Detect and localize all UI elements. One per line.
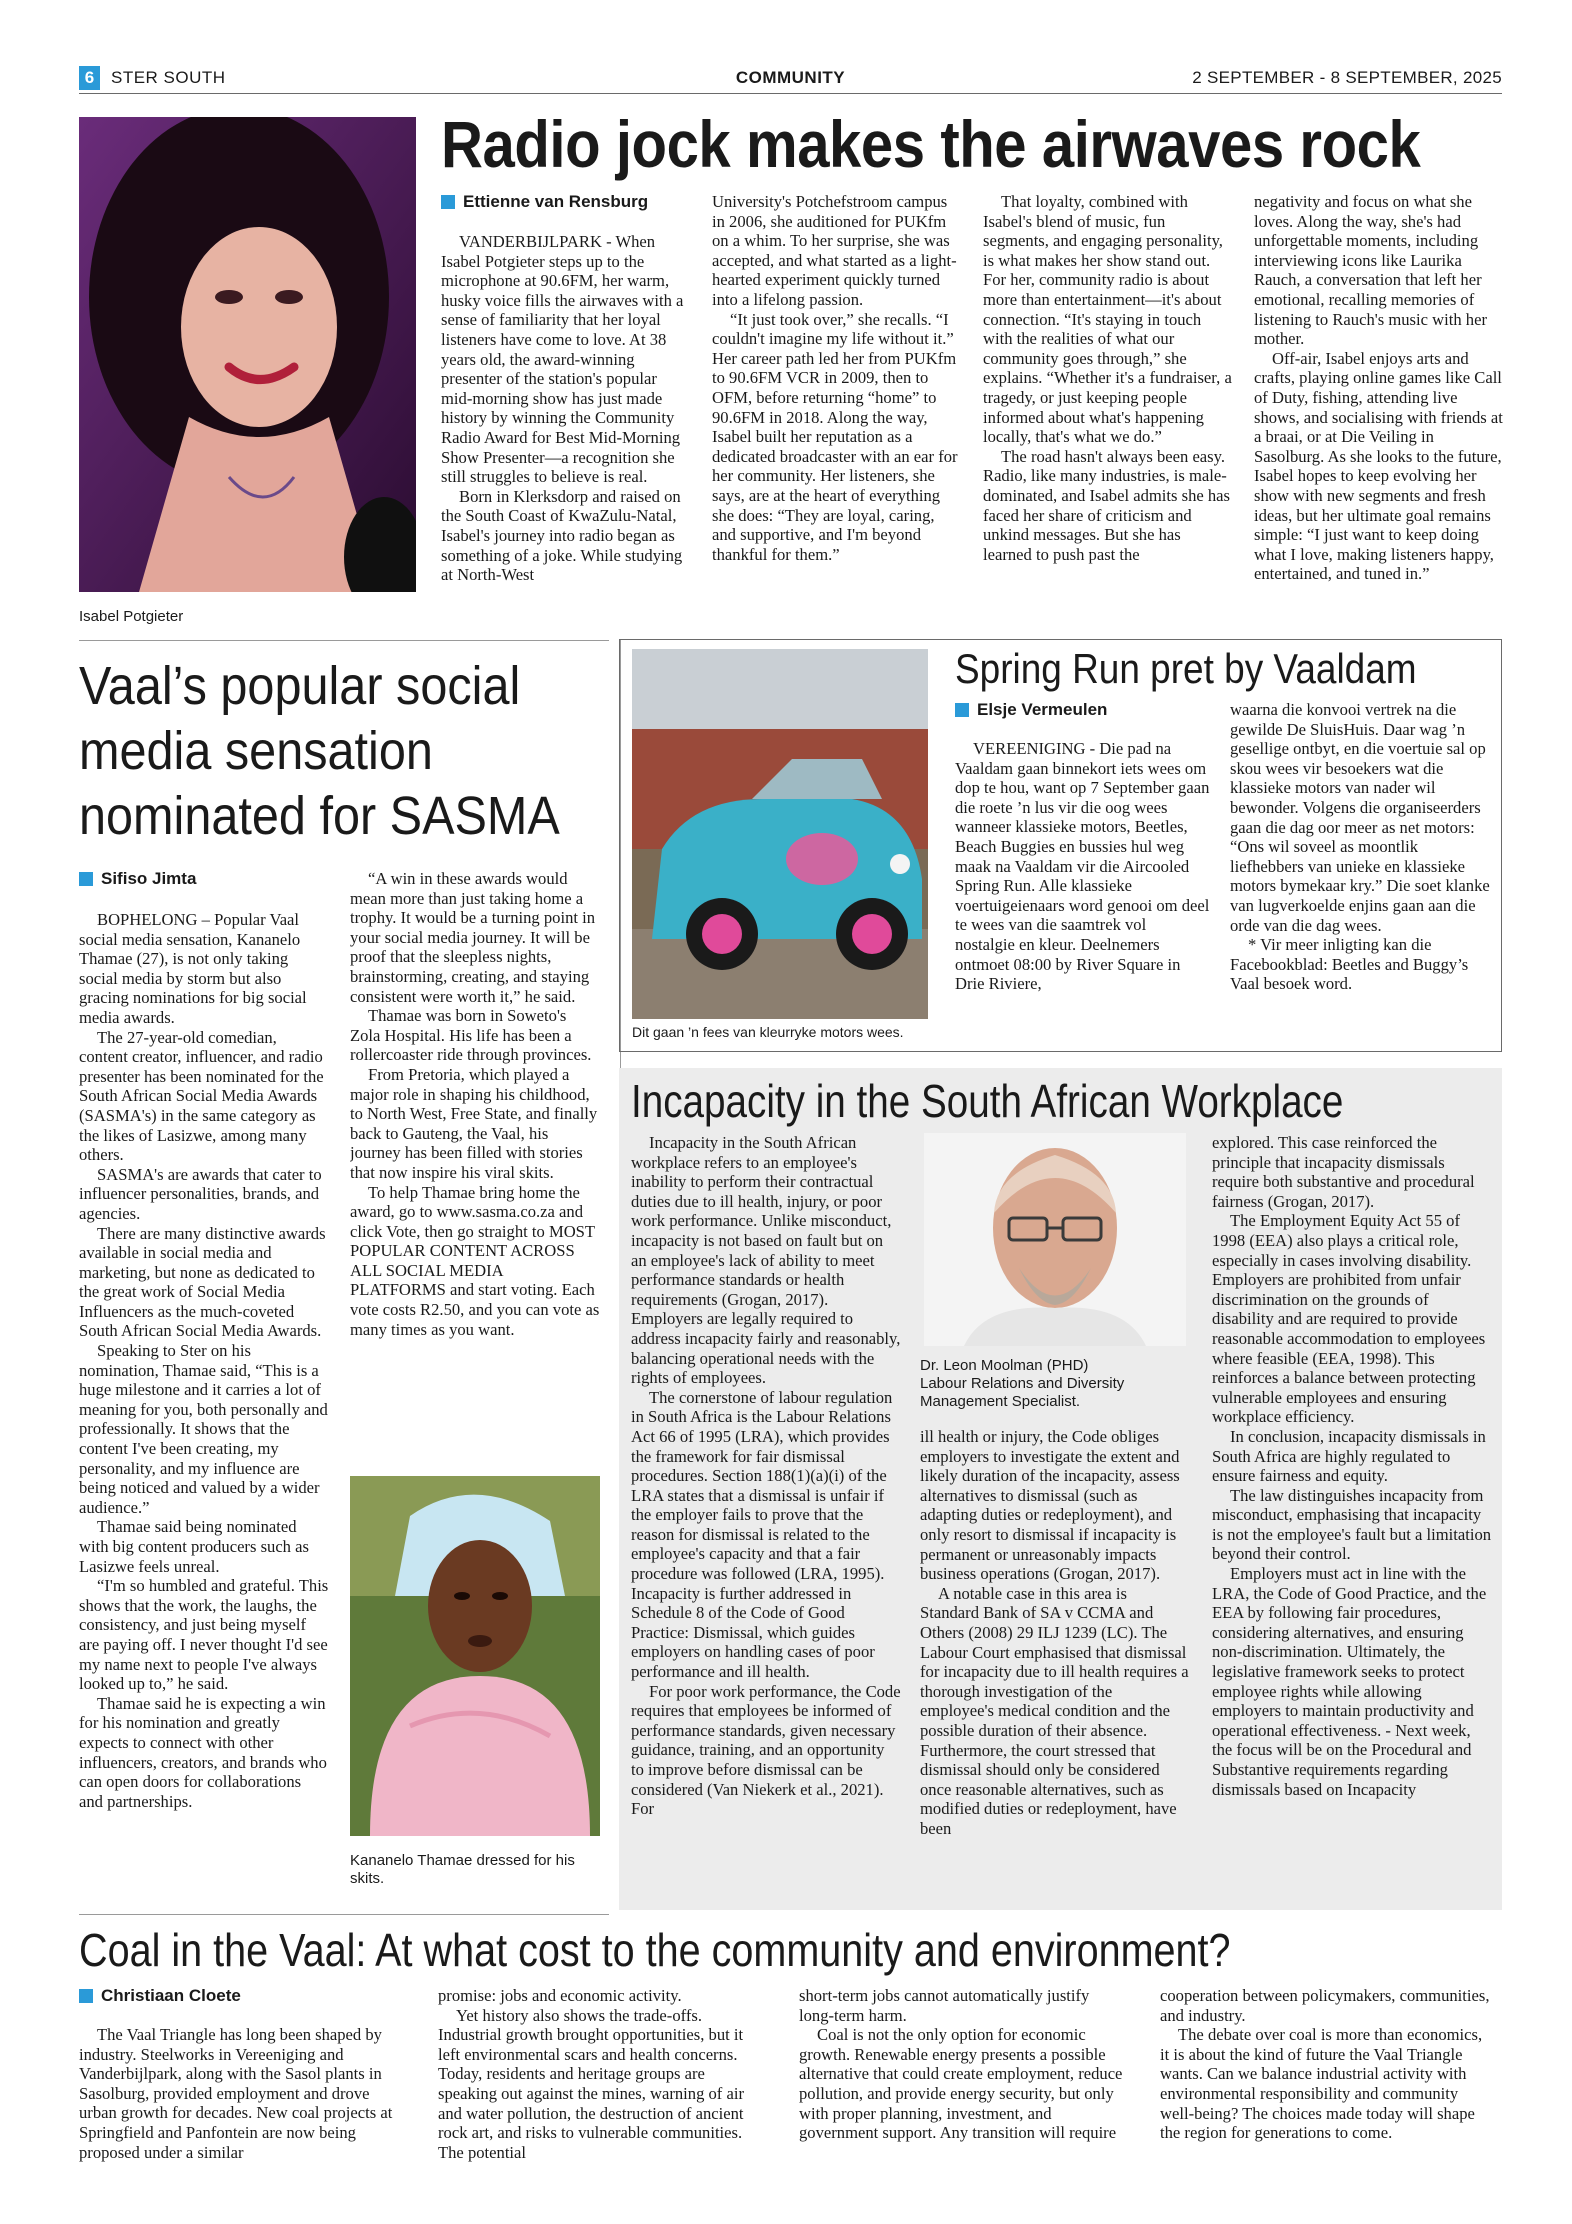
article1-column-3	[983, 192, 1233, 628]
paragraph: Incapacity in the South African workplace refers to an employee's inability to perform their contractual duties due to ill health, injury, or poor work performance. Unlike misconduct, incapacity is not based on fault but on an employee's lack of ability to meet performance standards or health requirements (Grogan, 2017). Employers are legally required to address incapacity fairly and reasonably, balancing operational needs with the rights of employees.	[631, 1133, 901, 1388]
buggy-illustration	[632, 649, 928, 1019]
isabel-photo-caption: Isabel Potgieter	[79, 608, 184, 625]
paragraph: promise: jobs and economic activity.	[438, 1986, 682, 2005]
paragraph: Thamae was born in Soweto's Zola Hospital. His life has been a rollercoaster ride through provinces.	[350, 1006, 592, 1065]
paragraph: BOPHELONG – Popular Vaal social media sensation, Kananelo Thamae (27), is not only taking social media by storm but also gracing nominations for big social media awards.	[79, 910, 307, 1027]
paragraph: To help Thamae bring home the award, go to www.sasma.co.za and click Vote, then go straight to MOST POPULAR CONTENT ACROSS ALL SOCIAL MEDIA PLATFORMS and start voting. Each vote costs R2.50, and you can vote as many times as you want.	[350, 1182, 600, 1339]
portrait-illustration	[350, 1476, 600, 1836]
caption-line: Management Specialist.	[920, 1393, 1081, 1410]
page-number: 6	[84, 68, 95, 87]
section-divider	[79, 640, 609, 641]
headline-line: media sensation	[79, 721, 433, 781]
article5-column-4	[1160, 1986, 1495, 2186]
article2-headline	[79, 654, 565, 849]
paragraph: Thamae said being nominated with big content producers such as Lasizwe feels unreal.	[79, 1517, 309, 1576]
paragraph: For poor work performance, the Code requires that employees be informed of performance standards, given necessary guidance, training, and an opportunity to improve before dismissal can be considered (Van Niekerk et al., 2021). For	[631, 1681, 901, 1819]
paragraph: Yet history also shows the trade-offs. Industrial growth brought opportunities, but it left environmental scars and health concerns. Today, residents and heritage groups are speaking out against the mines, warning of air and water pollution, the destruction of ancient rock art, and risks to vulnerable communities. The potential	[438, 2005, 744, 2162]
article2-byline	[79, 869, 196, 889]
article4-headline: Incapacity in the South African Workplace	[631, 1075, 1344, 1127]
article5-byline	[79, 1986, 241, 2006]
paragraph: Born in Klerksdorp and raised on the South Coast of KwaZulu-Natal, Isabel's journey into radio began as something of a joke. While studying at North-West	[441, 486, 683, 585]
header-rule	[79, 93, 1502, 94]
article4-column-1	[631, 1133, 901, 1903]
paragraph: In conclusion, incapacity dismissals in South Africa are highly regulated to ensure fairness and equity.	[1212, 1426, 1486, 1486]
beach-buggy-photo	[632, 649, 928, 1019]
paragraph: That loyalty, combined with Isabel's blend of music, fun segments, and engaging personality, is what makes her show stand out. For her, community radio is about more than entertainment—it's about connection. “It's staying in touch with the realities of what our community goes through,” she explains. “Whether it's a fundraiser, a tragedy, or just keeping people informed about what's happening locally, that's what we do.”	[983, 192, 1232, 447]
paragraph: Off-air, Isabel enjoys arts and crafts, playing online games like Call of Duty, fishing, attending live shows, and socialising with friends at a braai, or at Die Veiling in Sasolburg. As she looks to the future, Isabel hopes to keep evolving her show with new segments and fresh ideas, but her ultimate goal remains simple: “I just want to keep doing what I love, making listeners happy, entertained, and tuned in.”	[1254, 348, 1503, 584]
paragraph: Coal is not the only option for economic growth. Renewable energy presents a possible alternative that could create employment, reduce pollution, and provide energy security, but only with proper planning, investment, and government support. Any transition will require	[799, 2025, 1123, 2143]
portrait-illustration	[79, 117, 416, 592]
paragraph: There are many distinctive awards available in social media and marketing, but none as dedicated to the great work of Social Media Influencers as the much-coveted South African Social Media Awards.	[79, 1223, 326, 1341]
paragraph: “I'm so humbled and grateful. This shows that the work, the laughs, the consistency, and just being myself are paying off. I never thought I'd see my name next to people I've always looked up to,” he said.	[79, 1576, 329, 1694]
paragraph: cooperation between policymakers, communities, and industry.	[1160, 1986, 1490, 2025]
paragraph: ill health or injury, the Code obliges employers to investigate the extent and likely duration of the incapacity, assess alternatives to dismissal (such as adapting duties or redeployment), and only resort to dismissal if incapacity is permanent or unreasonably impacts business operations (Grogan, 2017).	[920, 1427, 1180, 1584]
paragraph: VANDERBIJLPARK - When Isabel Potgieter steps up to the microphone at 90.6FM, her warm, husky voice fills the airwaves with a sense of familiarity that her loyal listeners have come to love. At 38 years old, the award-winning presenter of the station's popular mid-morning show has just made history by winning the Community Radio Award for Best Mid-Morning Show Presenter—a recognition she still struggles to believe is real.	[441, 232, 684, 487]
paragraph: “A win in these awards would mean more than just taking home a trophy. It would be a turning point in your social media journey. It will be proof that the sleepless nights, brainstorming, creating, and staying consistent were worth it,” he said.	[350, 869, 596, 1006]
issue-date: 2 SEPTEMBER - 8 SEPTEMBER, 2025	[1192, 68, 1502, 87]
article5-column-3	[799, 1986, 1124, 2186]
buggy-photo-caption: Dit gaan ’n fees van kleurryke motors wees.	[632, 1024, 904, 1040]
article4-column-2	[920, 1427, 1190, 1903]
article1-headline: Radio jock makes the airwaves rock	[441, 107, 1421, 181]
paragraph: The law distinguishes incapacity from misconduct, emphasising that incapacity is not the employee's fault but a limitation beyond their control.	[1212, 1485, 1492, 1564]
paragraph: The Vaal Triangle has long been shaped by industry. Steelworks in Vereeniging and Vanderbijlpark, along with the Sasol plants in Sasolburg, provided employment and drove urban growth for decades. New coal projects at Springfield and Panfontein are now being proposed under a similar	[79, 2025, 393, 2162]
paragraph: Employers must act in line with the LRA, the Code of Good Practice, and the EEA by following fair procedures, considering alternatives, and ensuring non-discrimination. Ultimately, the legislative framework seeks to protect employee rights while allowing employers to maintain productivity and operational effectiveness. - Next week, the focus will be on the Procedural and Substantive requirements regarding dismissals based on Incapacity	[1212, 1564, 1487, 1799]
article2-column-2	[350, 869, 600, 1469]
paragraph: VEREENIGING - Die pad na Vaaldam gaan binnekort iets wees om dop te hou, want op 7 September gaan die roete ’n lus vir die oog wees wanneer klassieke motors, Beetles, Beach Buggies en bussies hul weg maak na Vaaldam vir die Aircooled Spring Run. Alle klassieke voertuigeienaars word genooi om deel te wees van die saamtrek vol nostalgie en kleur. Deelnemers ontmoet 08:00 by River Square in Drie Riviere,	[955, 739, 1210, 994]
paragraph: short-term jobs cannot automatically justify long-term harm.	[799, 1986, 1090, 2025]
paragraph: University's Potchefstroom campus in 2006, she auditioned for PUKfm on a whim. To her surprise, she was accepted, and what started as a light-hearted experiment quickly turned into a lifelong passion.	[712, 192, 957, 309]
caption-line: Labour Relations and Diversity	[920, 1375, 1125, 1392]
page-header	[79, 66, 1502, 90]
paragraph: The road hasn't always been easy. Radio, like many industries, is male-dominated, and Isabel admits she has faced her share of criticism and unkind messages. But she has learned to push past the	[983, 446, 1231, 564]
article1-column-4	[1254, 192, 1504, 628]
paragraph: The debate over coal is more than economics, it is about the kind of future the Vaal Triangle wants. Can we balance industrial activity with environmental responsibility and community well-being? The choices made today will shape the region for generations to come.	[1160, 2025, 1483, 2143]
paragraph: The Employment Equity Act 55 of 1998 (EEA) also plays a critical role, especially in cases involving disability. Employers are prohibited from unfair discrimination on the grounds of disability and are required to provide reasonable accommodation to employees where feasible (EEA, 1998). This reinforces a balance between protecting vulnerable employees and ensuring workplace efficiency.	[1212, 1211, 1486, 1427]
article3-headline: Spring Run pret by Vaaldam	[955, 645, 1417, 692]
byline-square-icon	[441, 195, 455, 209]
publication-name: STER SOUTH	[111, 68, 226, 87]
article3-author: Elsje Vermeulen	[977, 700, 1108, 719]
paragraph: A notable case in this area is Standard Bank of SA v CCMA and Others (2008) 29 ILJ 1239 (LC). The Labour Court emphasised that dismissal for incapacity due to ill health requires a thorough investigation of the employee's medical condition and the possible duration of their absence. Furthermore, the court stressed that dismissal should only be considered once reasonable alternatives, such as modified duties or redeployment, have been	[920, 1583, 1189, 1838]
paragraph: Speaking to Ster on his nomination, Thamae said, “This is a huge milestone and it carries a lot of meaning for you, both personally and professionally. It shows that the content I've been creating, my personality, and my influence are being noticed and valued by a wider audience.”	[79, 1341, 328, 1517]
article3-byline	[955, 700, 1107, 720]
paragraph: The 27-year-old comedian, content creator, influencer, and radio presenter has been nominated for the South African Social Media Awards (SASMA's) in the same category as the likes of Lasizwe, among many others.	[79, 1027, 324, 1165]
headline-line: nominated for SASMA	[79, 786, 560, 846]
leon-moolman-photo	[924, 1133, 1186, 1346]
section-name: COMMUNITY	[735, 68, 846, 87]
article1-column-1	[441, 232, 691, 628]
headline-line: Vaal’s popular social	[79, 656, 521, 716]
paragraph: negativity and focus on what she loves. Along the way, she's had unforgettable moments, including interviewing icons like Laurika Rauch, a conversation that left her emotional, recalling memories of listening to Rauch's music with her mother.	[1254, 192, 1487, 349]
paragraph: The cornerstone of labour regulation in South Africa is the Labour Relations Act 66 of 1995 (LRA), which provides the framework for fair dismissal procedures. Section 188(1)(a)(i) of the LRA states that a dismissal is unfair if the employer fails to prove that the reason for dismissal is related to the employee's capacity and that a fair procedure was followed (LRA, 1995). Incapacity is further addressed in Schedule 8 of the Code of Good Practice: Dismissal, which guides employers on handling cases of poor performance and ill health.	[631, 1387, 893, 1682]
article5-column-2	[438, 1986, 763, 2186]
paragraph: From Pretoria, which played a major role in shaping his childhood, to North West, Free State, and finally back to Gauteng, the Vaal, his journey has been filled with stories that now inspire his viral skits.	[350, 1064, 598, 1182]
article5-author: Christiaan Cloete	[101, 1986, 241, 2005]
article3-column-2	[1230, 700, 1490, 1040]
paragraph: * Vir meer inligting kan die Facebookblad: Beetles and Buggy’s Vaal besoek word.	[1230, 935, 1469, 994]
paragraph: explored. This case reinforced the principle that incapacity dismissals require both substantive and procedural fairness (Grogan, 2017).	[1212, 1133, 1475, 1211]
article5-column-1	[79, 2025, 399, 2185]
moolman-photo-caption	[920, 1357, 1190, 1411]
portrait-illustration	[924, 1133, 1186, 1346]
caption-line: Dr. Leon Moolman (PHD)	[920, 1357, 1089, 1374]
kananelo-thamae-photo	[350, 1476, 600, 1836]
isabel-potgieter-photo	[79, 117, 416, 592]
article4-column-3	[1212, 1133, 1492, 1903]
paragraph: waarna die konvooi vertrek na die gewilde De SluisHuis. Daar wag ’n gesellige ontbyt, en die voertuie sal op skou wees vir besoekers wat die klassieke motors van nader wil bewonder. Volgens die organiseerders gaan die dag oor meer as net motors: “Ons wil soveel as moontlik liefhebbers van unieke en klassieke motors bymekaar kry.” Die soet klanke van lugverkoelde enjins gaan aan die orde van die dag wees.	[1230, 700, 1490, 935]
article1-author: Ettienne van Rensburg	[463, 192, 649, 211]
kananelo-photo-caption: Kananelo Thamae dressed for his skits.	[350, 1852, 575, 1887]
paragraph: Thamae said he is expecting a win for his nomination and greatly expects to connect with other influencers, creators, and brands who can open doors for collaborations and partnerships.	[79, 1693, 327, 1811]
article1-byline	[441, 192, 648, 212]
article3-column-1	[955, 739, 1210, 1039]
article2-author: Sifiso Jimta	[101, 869, 197, 888]
byline-square-icon	[79, 1989, 93, 2003]
paragraph: SASMA's are awards that cater to influencer personalities, brands, and agencies.	[79, 1164, 322, 1223]
article5-headline: Coal in the Vaal: At what cost to the community and environment?	[79, 1924, 1231, 1976]
article1-column-2	[712, 192, 962, 628]
byline-square-icon	[79, 872, 93, 886]
byline-square-icon	[955, 703, 969, 717]
article2-column-1	[79, 910, 329, 1900]
section-divider	[79, 1914, 609, 1915]
paragraph: “It just took over,” she recalls. “I couldn't imagine my life without it.” Her career path led her from PUKfm to 90.6FM VCR in 2009, then to OFM, before returning “home” to 90.6FM in 2018. Along the way, Isabel built her reputation as a dedicated broadcaster with an ear for her community. Her listeners, she says, are at the heart of everything she does: “They are loyal, caring, and supportive, and I'm beyond thankful for them.”	[712, 309, 958, 564]
